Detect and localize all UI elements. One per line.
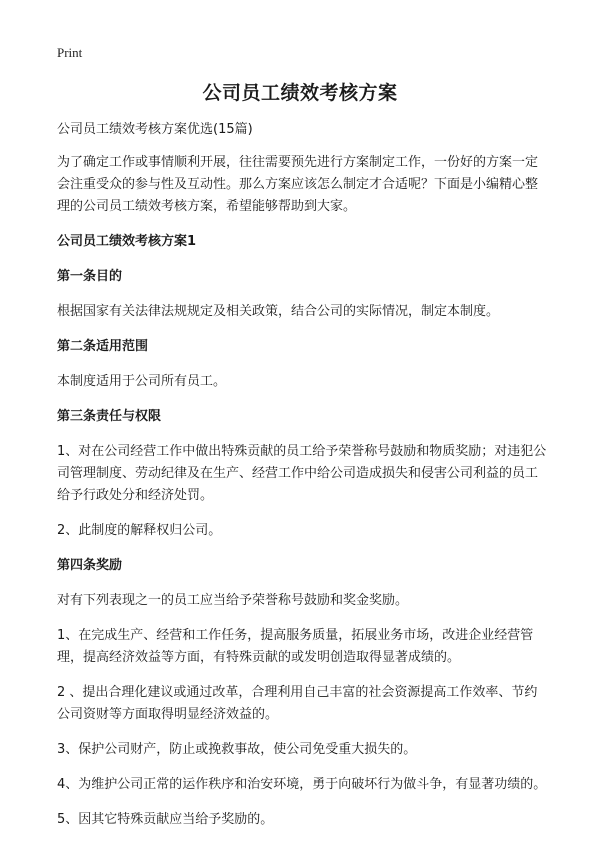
article-3-item-1: 1、对在公司经营工作中做出特殊贡献的员工给予荣誉称号鼓励和物质奖励；对违犯公司管理制度、劳动纪律及在生产、经营工作中给公司造成损失和侵害公司利益的员工给予行政处分和经济处罚。	[57, 444, 547, 503]
article-2-heading: 第二条适用范围	[57, 339, 149, 354]
print-label: Print	[57, 45, 83, 60]
article-3-heading: 第三条责任与权限	[57, 409, 162, 424]
article-4-intro: 对有下列表现之一的员工应当给予荣誉称号鼓励和奖金奖励。	[57, 593, 409, 608]
article-4-heading: 第四条奖励	[57, 558, 123, 573]
article-4-item-1: 1、在完成生产、经营和工作任务，提高服务质量，拓展业务市场，改进企业经营管理，提高经济效益等方面，有特殊贡献的或发明创造取得显著成绩的。	[57, 628, 534, 665]
article-2-text: 本制度适用于公司所有员工。	[57, 374, 227, 389]
article-4-item-3: 3、保护公司财产，防止或挽救事故，使公司免受重大损失的。	[57, 742, 417, 757]
article-3-item-2: 2、此制度的解释权归公司。	[57, 523, 222, 538]
page-title: 公司员工绩效考核方案	[202, 82, 398, 104]
document-body	[57, 119, 547, 844]
article-4-item-2: 2 、提出合理化建议或通过改革，合理利用自己丰富的社会资源提高工作效率、节约公司资财等方面取得明显经济效益的。	[57, 685, 538, 722]
article-1-heading: 第一条目的	[57, 269, 123, 284]
article-4-item-5: 5、因其它特殊贡献应当给予奖励的。	[57, 812, 274, 827]
intro-paragraph: 为了确定工作或事情顺利开展，往往需要预先进行方案制定工作，一份好的方案一定会注重受众的参与性及互动性。那么方案应该怎么制定才合适呢？下面是小编精心整理的公司员工绩效考核方案，希望能够帮助到大家。	[57, 155, 539, 214]
article-1-text: 根据国家有关法律法规规定及相关政策，结合公司的实际情况，制定本制度。	[57, 304, 500, 319]
article-4-item-4: 4、为维护公司正常的运作秩序和治安环境，勇于向破坏行为做斗争，有显著功绩的。	[57, 777, 547, 792]
document-subtitle: 公司员工绩效考核方案优选(15篇)	[57, 122, 253, 137]
plan-heading: 公司员工绩效考核方案1	[57, 234, 197, 249]
